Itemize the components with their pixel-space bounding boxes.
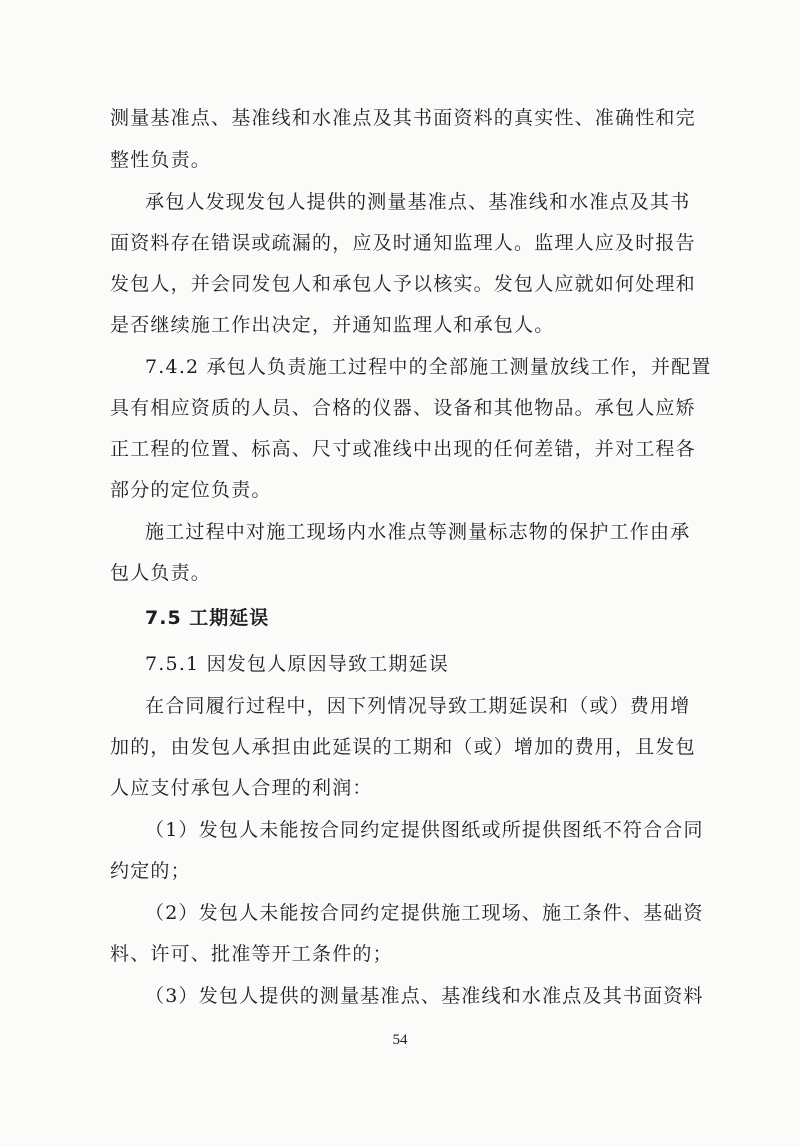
paragraph-line: 人应支付承包人合理的利润： [110, 777, 373, 799]
paragraph-line: 测量基准点、基准线和水准点及其书面资料的真实性、准确性和完 [110, 107, 696, 129]
paragraph-line: 整性负责。 [110, 149, 212, 171]
paragraph-line: 在合同履行过程中，因下列情况导致工期延误和（或）费用增 [145, 695, 691, 717]
paragraph-line: 面资料存在错误或疏漏的，应及时通知监理人。监理人应及时报告 [110, 232, 696, 254]
list-item-line: （3）发包人提供的测量基准点、基准线和水准点及其书面资料 [145, 985, 704, 1007]
paragraph-line: 7.4.2 承包人负责施工过程中的全部施工测量放线工作，并配置 [145, 356, 712, 378]
paragraph-line: 施工过程中对施工现场内水准点等测量标志物的保护工作由承 [145, 521, 691, 543]
paragraph-line: 承包人发现发包人提供的测量基准点、基准线和水准点及其书 [145, 191, 691, 213]
paragraph-line: 具有相应资质的人员、合格的仪器、设备和其他物品。承包人应矫 [110, 397, 696, 419]
subsection-heading: 7.5.1 因发包人原因导致工期延误 [145, 653, 449, 675]
list-item-line: 约定的； [110, 860, 191, 882]
page-number: 54 [392, 1032, 408, 1048]
paragraph-line: 是否继续施工作出决定，并通知监理人和承包人。 [110, 314, 555, 336]
paragraph-line: 包人负责。 [110, 562, 212, 584]
list-item-line: 料、许可、批准等开工条件的； [110, 943, 393, 965]
paragraph-line: 加的，由发包人承担由此延误的工期和（或）增加的费用，且发包 [110, 736, 696, 758]
list-item-line: （2）发包人未能按合同约定提供施工现场、施工条件、基础资 [145, 902, 704, 924]
section-heading: 7.5 工期延误 [145, 607, 270, 629]
list-item-line: （1）发包人未能按合同约定提供图纸或所提供图纸不符合合同 [145, 819, 704, 841]
paragraph-line: 部分的定位负责。 [110, 479, 272, 501]
paragraph-line: 发包人，并会同发包人和承包人予以核实。发包人应就如何处理和 [110, 273, 696, 295]
paragraph-line: 正工程的位置、标高、尺寸或准线中出现的任何差错，并对工程各 [110, 438, 696, 460]
